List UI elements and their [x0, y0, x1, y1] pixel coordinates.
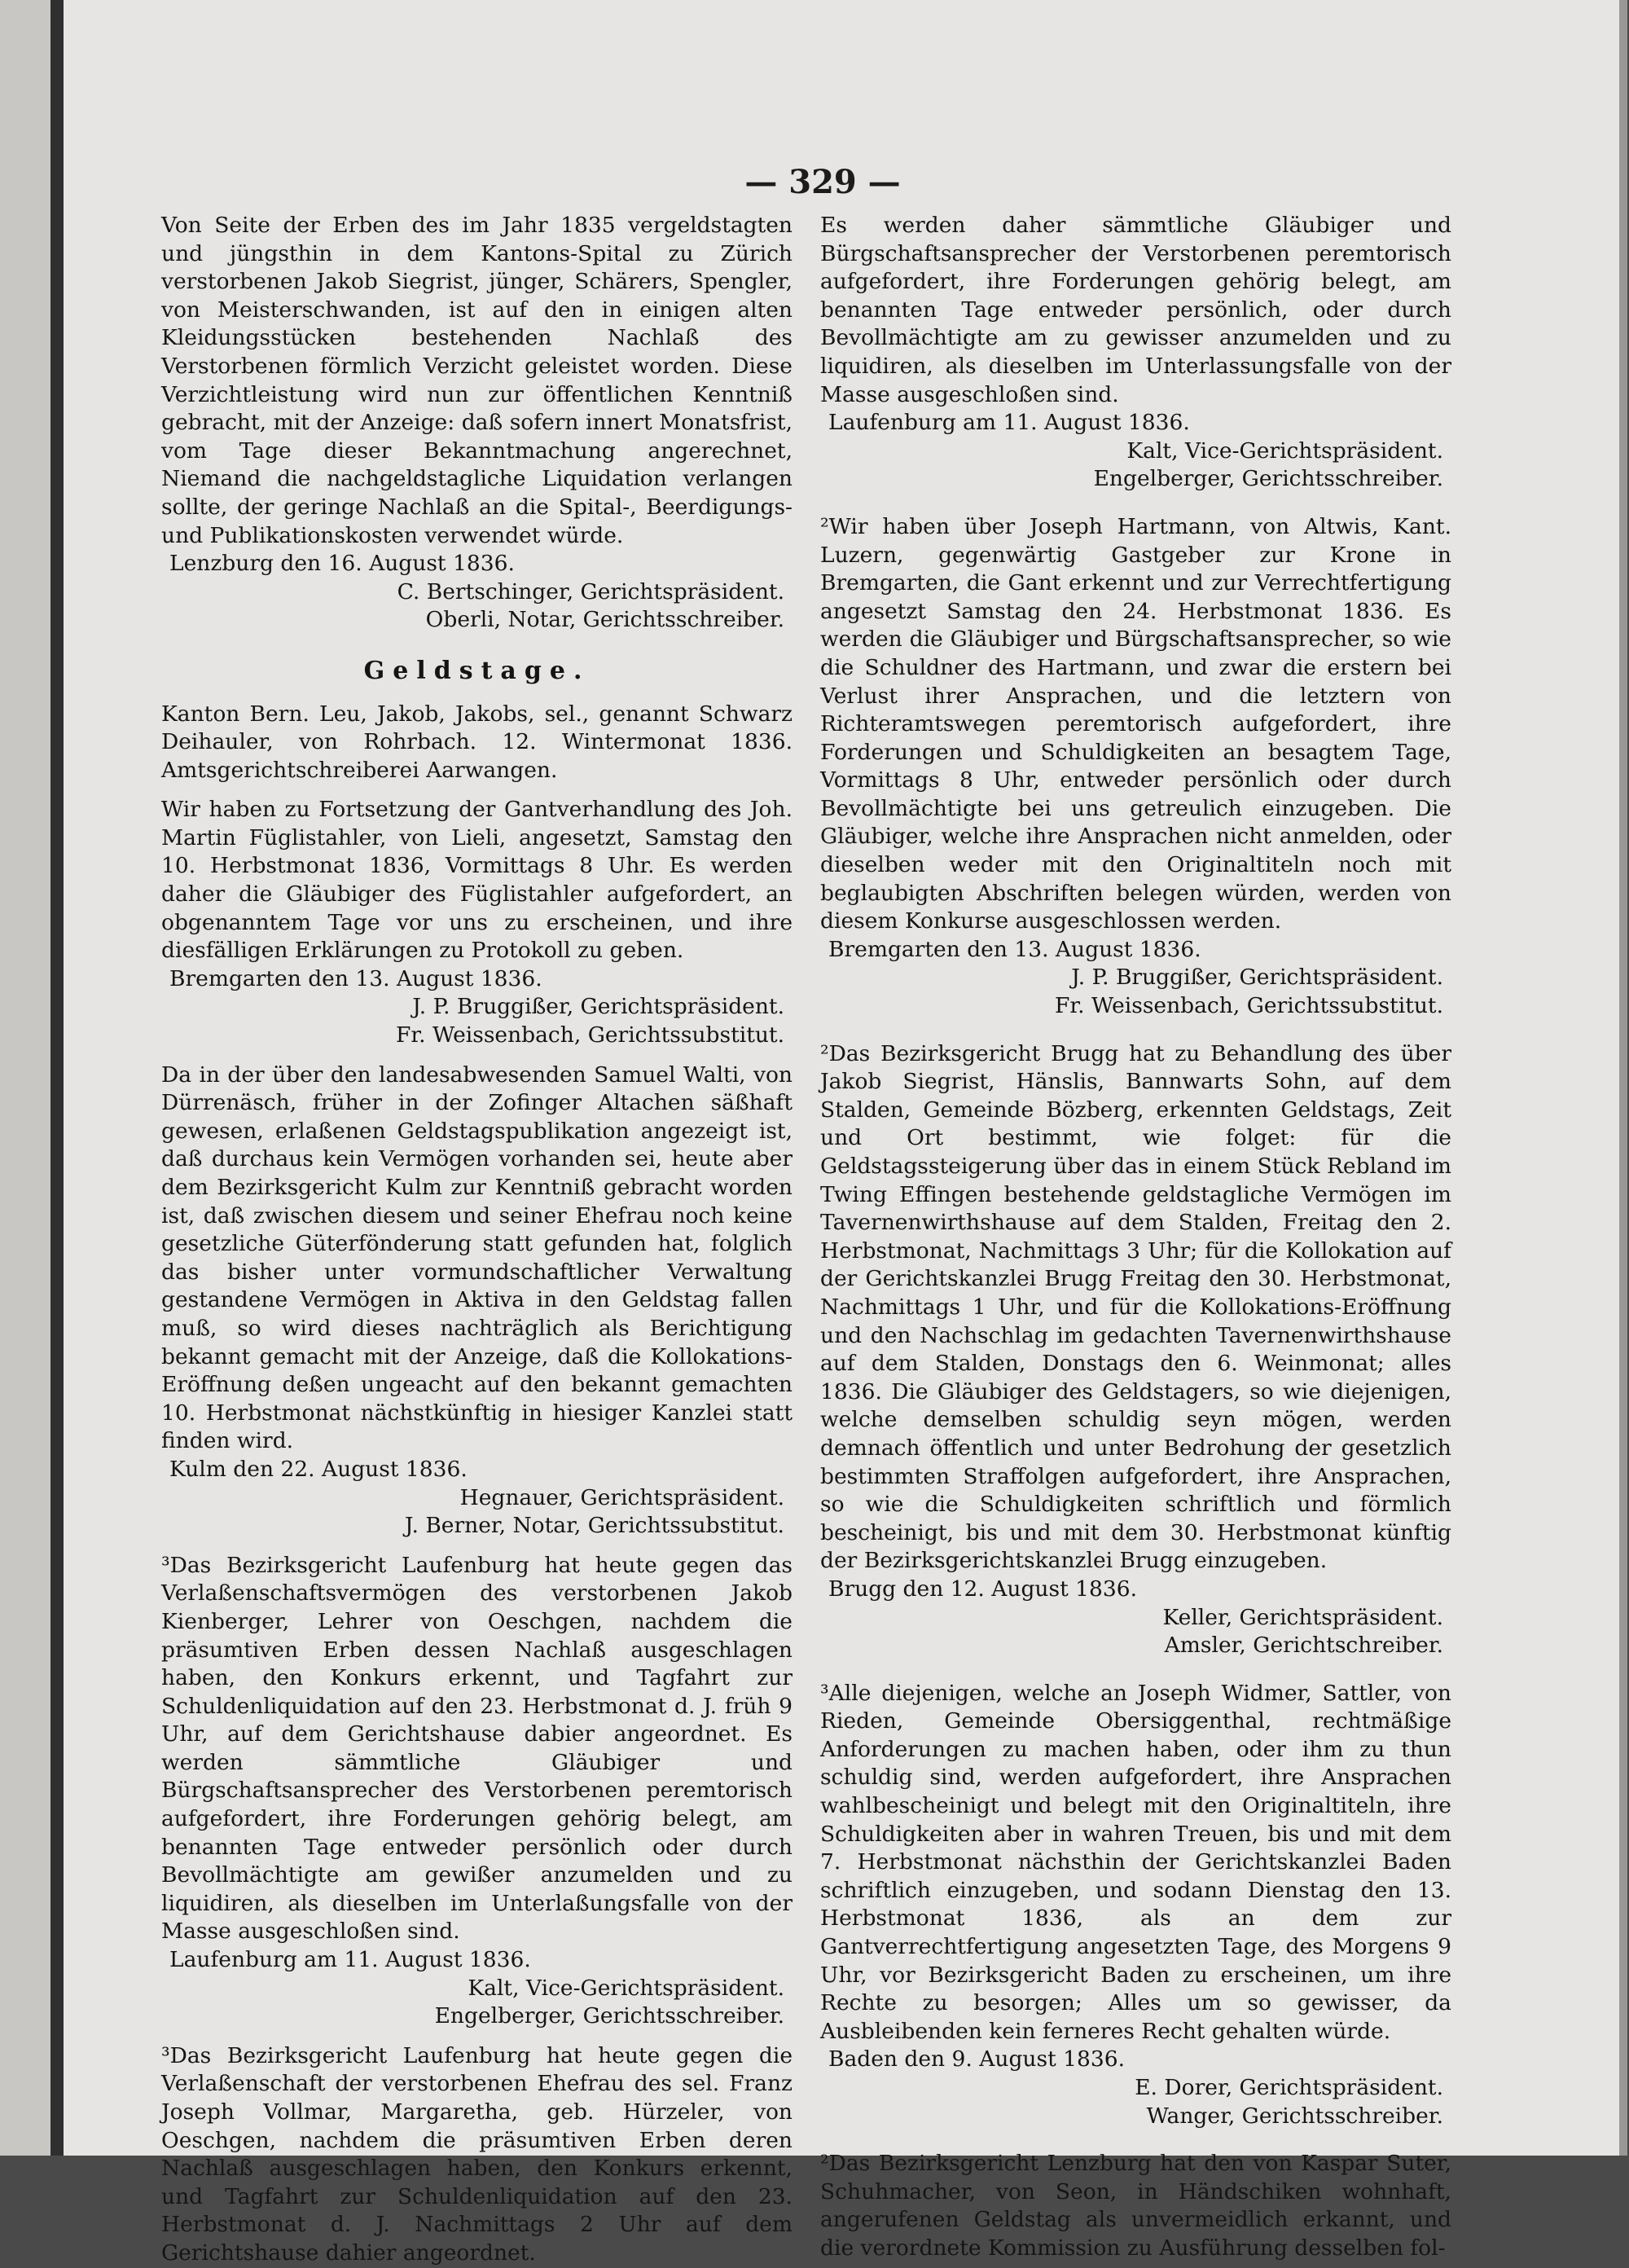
notice-place-date: Lenzburg den 16. August 1836.: [169, 551, 515, 577]
book-gutter: [50, 0, 64, 2156]
notice-place-date: Brugg den 12. August 1836.: [828, 1576, 1138, 1602]
notice-text: ³Das Bezirksgericht Laufenburg hat heute gegen die Verlaßenschaft der verstorbenen Ehefrau des sel. Franz Joseph Vollmar, Margaretha, geb. Hürzeler, von Oeschgen, nachdem die präsumtiven Erben deren Nachlaß ausgeschlagen haben, den Konkurs erkennt, und Tagfahrt zur Schuldenliquidation auf den 23. Herbstmonat d. J. Nachmittags 2 Uhr auf dem Gerichtshause dahier angeordnet.: [161, 2042, 793, 2266]
notice-text: ³Das Bezirksgericht Laufenburg hat heute gegen das Verlaßenschaftsvermögen des verstorbenen Jakob Kienberger, Lehrer von Oeschgen, nachdem die präsumtiven Erben dessen Nachlaß ausgeschlagen haben, den Konkurs erkennt, und Tagfahrt zur Schuldenliquidation auf den 23. Herbstmonat d. J. früh 9 Uhr, auf dem Gerichtshause dabier angeordnet. Es werden sämmtliche Gläubiger und Bürgschaftsansprecher des Verstorbenen peremtorisch aufgefordert, ihre Forderungen gehörig belegt, am benannten Tage entweder persönlich oder durch Bevollmächtigte am gewißer anzumelden und zu liquidiren, als dieselben im Unterlaßungsfalle von der Masse ausgeschloßen sind.: [161, 1552, 793, 1945]
notice-signature: Keller, Gerichtspräsident.: [1162, 1604, 1443, 1630]
notice-signature: Hegnauer, Gerichtspräsident.: [459, 1484, 784, 1510]
notice-text: Von Seite der Erben des im Jahr 1835 vergeldstagten und jüngsthin in dem Kantons-Spital zu Zürich verstorbenen Jakob Siegrist, jünger, Schärers, Spengler, von Meisterschwanden, ist auf den in einigen alten Kleidungsstücken bestehenden Nachlaß des Verstorbenen förmlich Verzicht geleistet worden. Diese Verzichtleistung wird nun zur öffentlichen Kenntniß gebracht, mit der Anzeige: daß sofern innert Monatsfrist, vom Tage dieser Bekanntmachung angerechnet, Niemand die nachgeldstagliche Liquidation verlangen sollte, der geringe Nachlaß an die Spital-, Beerdigungs- und Publikationskosten verwendet würde.: [161, 213, 793, 548]
notice-text: ²Das Bezirksgericht Lenzburg hat den von Kaspar Suter, Schuhmacher, von Seon, in Händschiken wohnhaft, angerufenen Geldstag als unvermeidlich erkannt, und die verordnete Kommission zu Ausführung desselben fol-: [820, 2151, 1451, 2261]
notice-place-date: Kulm den 22. August 1836.: [169, 1456, 468, 1482]
notice-text: Wir haben zu Fortsetzung der Gantverhandlung des Joh. Martin Füglistahler, von Lieli, angesetzt, Samstag den 10. Herbstmonat 1836, Vormittags 8 Uhr. Es werden daher die Gläubiger des Füglistahler aufgefordert, an obgenanntem Tage vor uns zu erscheinen, und ihre diesfälligen Erklärungen zu Protokoll zu geben.: [161, 797, 793, 964]
notice-signature: Wanger, Gerichtsschreiber.: [1146, 2103, 1443, 2129]
notice-signature: E. Dorer, Gerichtspräsident.: [1135, 2075, 1443, 2100]
left-column: [161, 212, 793, 2268]
notice-place-date: Bremgarten den 13. August 1836.: [169, 965, 542, 991]
notice-text: ²Wir haben über Joseph Hartmann, von Altwis, Kant. Luzern, gegenwärtig Gastgeber zur Krone in Bremgarten, die Gant erkennt und zur Verrechtfertigung angesetzt Samstag den 24. Herbstmonat 1836. Es werden die Gläubiger und Bürgschaftsansprecher, so wie die Schuldner des Hartmann, und zwar die erstern bei Verlust ihrer Ansprachen, und die letztern von Richteramtswegen peremtorisch aufgefordert, ihre Forderungen und Schuldigkeiten an besagtem Tage, Vormittags 8 Uhr, entweder persönlich oder durch Bevollmächtigte bei uns getreulich einzugeben. Die Gläubiger, welche ihre Ansprachen nicht anmelden, oder dieselben weder mit den Originaltiteln noch mit beglaubigten Abschriften belegen würden, werden von diesem Konkurse ausgeschlossen werden.: [820, 513, 1451, 934]
notice-signature: J. P. Bruggißer, Gerichtspräsident.: [412, 994, 784, 1020]
notice-signature: J. Berner, Notar, Gerichtssubstitut.: [404, 1513, 784, 1539]
notice-signature: Fr. Weissenbach, Gerichtssubstitut.: [396, 1022, 784, 1048]
notice-signature: J. P. Bruggißer, Gerichtspräsident.: [1071, 965, 1443, 991]
notice-signature: Amsler, Gerichtschreiber.: [1164, 1633, 1443, 1659]
notice-place-date: Bremgarten den 13. August 1836.: [828, 936, 1201, 962]
notice-signature: Fr. Weissenbach, Gerichtssubstitut.: [1055, 993, 1443, 1019]
notice-text: Da in der über den landesabwesenden Samuel Walti, von Dürrenäsch, früher in der Zofinger Altachen säßhaft gewesen, erlaßenen Geldstagspublikation angezeigt ist, daß durchaus kein Vermögen vorhanden sei, heute aber dem Bezirksgericht Kulm zur Kenntniß gebracht worden ist, daß zwischen diesem und seiner Ehefrau noch keine gesetzliche Güterfönderung statt gefunden hat, folglich das bisher unter vormundschaftlicher Verwaltung gestandene Vermögen in Aktiva in den Geldstag fallen muß, so wird dieses nachträglich als Berichtigung bekannt gemacht mit der Anzeige, daß die Kollokations-Eröffnung deßen ungeacht auf den bekannt gemachten 10. Herbstmonat nächstkünftig in hiesiger Kanzlei statt finden wird.: [161, 1061, 793, 1454]
notice-place-date: Baden den 9. August 1836.: [828, 2046, 1126, 2072]
notice-signature: Engelberger, Gerichtsschreiber.: [434, 2003, 784, 2029]
notice-place-date: Laufenburg am 11. August 1836.: [828, 410, 1190, 436]
notice-place-date: Laufenburg am 11. August 1836.: [169, 1947, 531, 1973]
notice-signature: Kalt, Vice-Gerichtspräsident.: [1126, 437, 1443, 464]
notice-text: ³Alle diejenigen, welche an Joseph Widmer, Sattler, von Rieden, Gemeinde Obersiggenthal, rechtmäßige Anforderungen zu machen haben, oder ihm zu thun schuldig sind, werden aufgefordert, ihre Ansprachen wahlbescheinigt und belegt mit den Originaltiteln, ihre Schuldigkeiten aber in wahren Treuen, bis und mit dem 7. Herbstmonat nächsthin der Gerichtskanzlei Baden schriftlich einzugeben, und sodann Dienstag den 13. Herbstmonat 1836, als an dem zur Gantverrechtfertigung angesetzten Tage, des Morgens 9 Uhr, vor Bezirksgericht Baden zu erscheinen, um ihre Rechte zu besorgen; Alles um so gewisser, da Ausbleibenden kein ferneres Recht gehalten würde.: [820, 1680, 1451, 2044]
page-shadow: [1619, 0, 1627, 2156]
page-number: — 329 —: [744, 163, 901, 201]
notice-text: Kanton Bern. Leu, Jakob, Jakobs, sel., genannt Schwarz Deihauler, von Rohrbach. 12. Wintermonat 1836. Amtsgerichtschreiberei Aarwangen.: [161, 701, 793, 783]
notice-text: Es werden daher sämmtliche Gläubiger und Bürgschaftsansprecher der Verstorbenen peremtorisch aufgefordert, ihre Forderungen gehörig belegt, am benannten Tage entweder persönlich, oder durch Bevollmächtigte am zu gewisser anzumelden und zu liquidiren, als dieselben im Unterlassungsfalle von der Masse ausgeschloßen sind.: [820, 213, 1451, 407]
notice-text: ²Das Bezirksgericht Brugg hat zu Behandlung des über Jakob Siegrist, Hänslis, Bannwarts Sohn, auf dem Stalden, Gemeinde Bözberg, erkennten Geldstags, Zeit und Ort bestimmt, wie folget: für die Geldstagssteigerung über das in einem Stück Rebland im Twing Effingen bestehende geldstagliche Vermögen im Tavernenwirthshause auf dem Stalden, Freitag den 2. Herbstmonat, Nachmittags 3 Uhr; für die Kollokation auf der Gerichtskanzlei Brugg Freitag den 30. Herbstmonat, Nachmittags 1 Uhr, und für die Kollokations-Eröffnung und den Nachschlag im gedachten Tavernenwirthshause auf dem Stalden, Donstags den 6. Weinmonat; alles 1836. Die Gläubiger des Geldstagers, so wie diejenigen, welche demselben schuldig seyn mögen, werden demnach öffentlich und unter Bedrohung der gesetzlich bestimmten Straffolgen aufgefordert, ihre Ansprachen, so wie die Schuldigkeiten schriftlich und förmlich bescheinigt, bis und mit dem 30. Herbstmonat künftig der Bezirksgerichtskanzlei Brugg einzugeben.: [820, 1040, 1451, 1574]
notice-signature: Oberli, Notar, Gerichtsschreiber.: [425, 607, 784, 633]
notice-signature: Engelberger, Gerichtsschreiber.: [1093, 466, 1443, 492]
section-title: Geldstage.: [363, 656, 591, 685]
notice-signature: C. Bertschinger, Gerichtspräsident.: [397, 578, 784, 604]
right-column: [820, 212, 1451, 2263]
notice-signature: Kalt, Vice-Gerichtspräsident.: [468, 1975, 784, 2001]
